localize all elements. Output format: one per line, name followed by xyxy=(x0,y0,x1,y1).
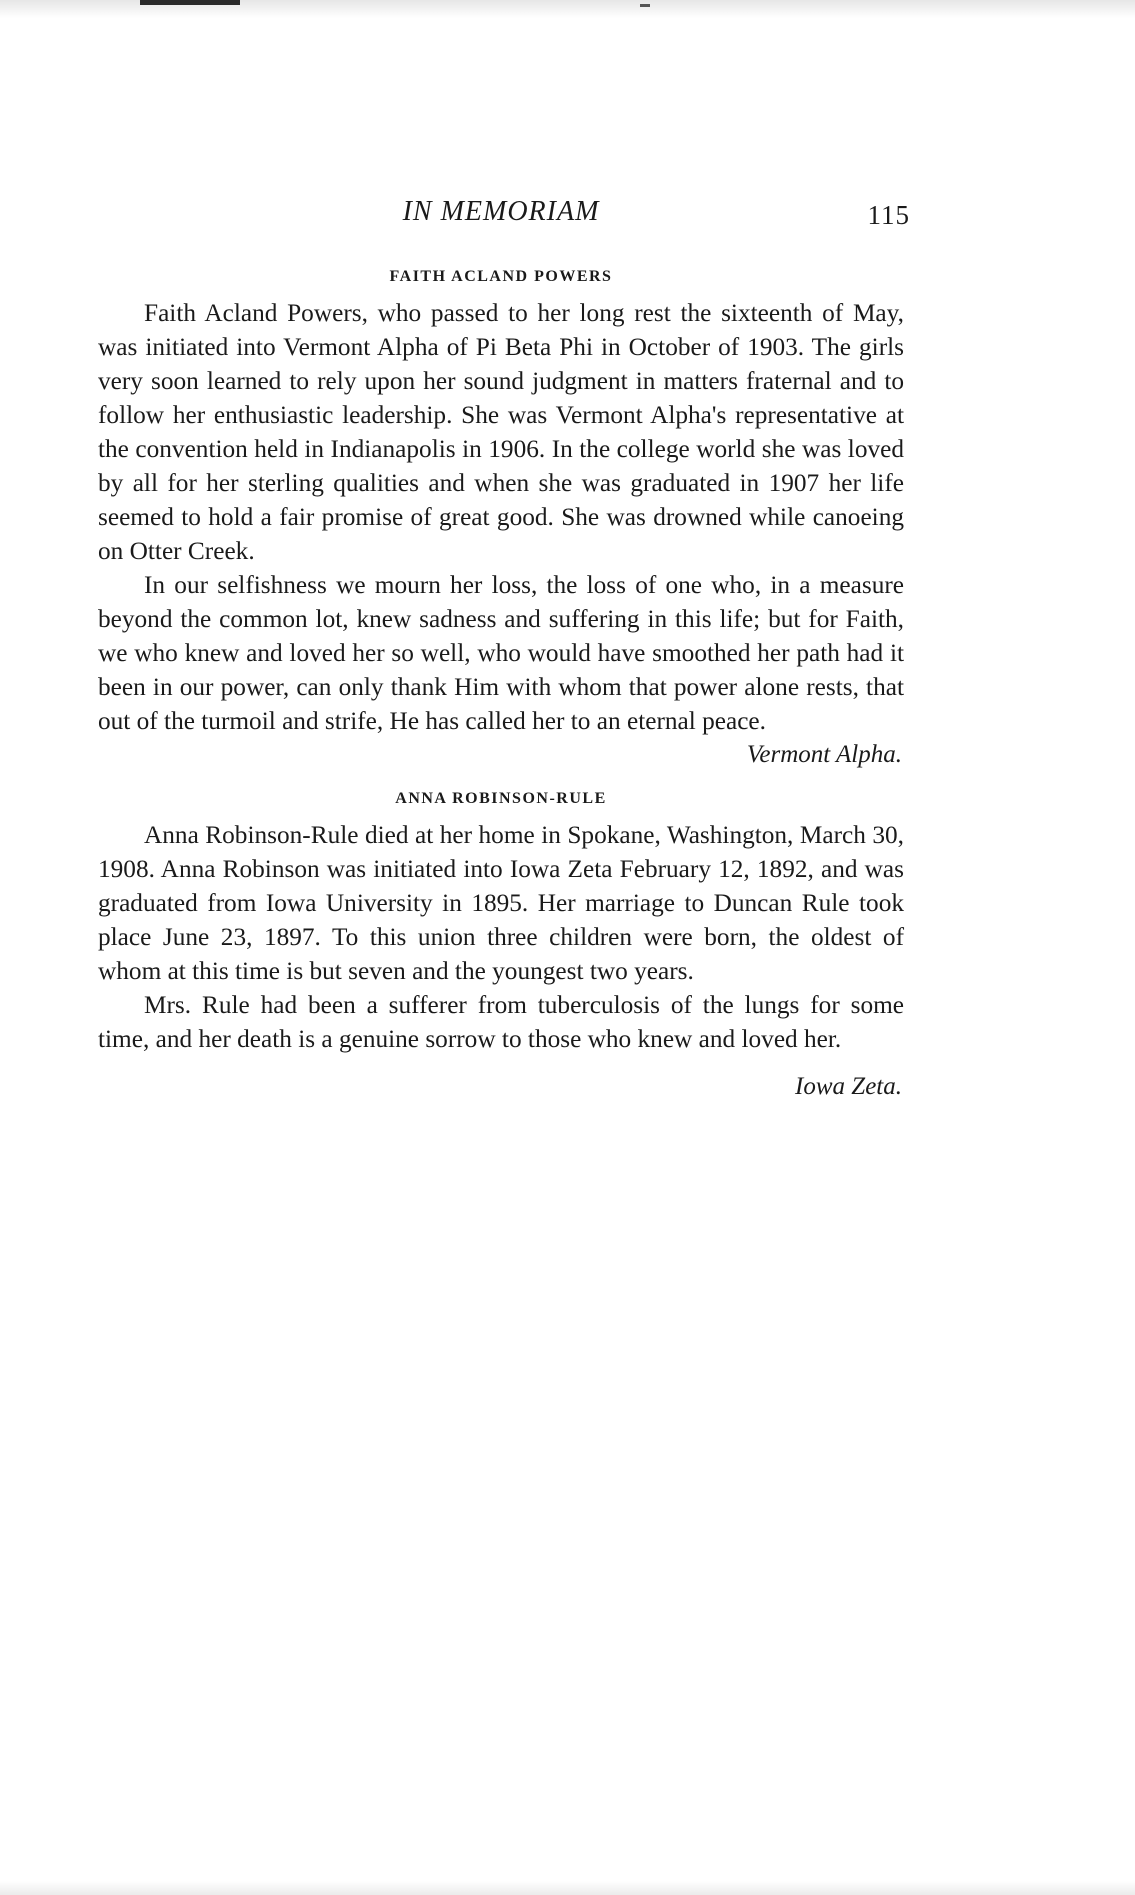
section-heading: FAITH ACLAND POWERS xyxy=(389,268,613,285)
chapter-signature: Vermont Alpha. xyxy=(746,741,902,768)
body-paragraph: Mrs. Rule had been a sufferer from tuberculosis of the lungs for some time, and her death is a genuine sorrow to those who knew and loved her. xyxy=(98,991,904,1053)
page-content xyxy=(98,196,910,1104)
running-title: IN MEMORIAM xyxy=(402,196,600,227)
body-paragraph: Anna Robinson-Rule died at her home in Spokane, Washington, March 30, 1908. Anna Robinson was initiated into Iowa Zeta February 12, 1892, and was graduated from Iowa University in 1895. Her marriage to Duncan Rule took place June 23, 1897. To this union three children were born, the oldest of whom at this time is but seven and the youngest two years. xyxy=(98,821,904,985)
chapter-signature: Iowa Zeta. xyxy=(795,1073,902,1100)
body-paragraph: Faith Acland Powers, who passed to her long rest the sixteenth of May, was initiated into Vermont Alpha of Pi Beta Phi in October of 1903. The girls very soon learned to rely upon her sound judgment in matters fraternal and to follow her enthusiastic leadership. She was Vermont Alpha's representative at the convention held in Indianapolis in 1906. In the college world she was loved by all for her sterling qualities and when she was graduated in 1907 her life seemed to hold a fair promise of great good. She was drowned while canoeing on Otter Creek. xyxy=(98,299,904,565)
section-heading: ANNA ROBINSON-RULE xyxy=(395,790,607,807)
running-head xyxy=(98,196,910,240)
page-number: 115 xyxy=(867,200,910,230)
memorial-anna-robinson-rule xyxy=(98,790,904,1104)
scan-artifact-mark xyxy=(140,0,240,5)
memorial-faith-acland-powers xyxy=(98,268,904,772)
scan-artifact-speck xyxy=(640,4,650,7)
body-paragraph: In our selfishness we mourn her loss, the loss of one who, in a measure beyond the common lot, knew sadness and suffering in this life; but for Faith, we who knew and loved her so well, who would have smoothed her path had it been in our power, can only thank Him with whom that power alone rests, that out of the turmoil and strife, He has called her to an eternal peace. xyxy=(98,571,904,735)
scan-edge-shadow-bottom xyxy=(0,1881,1135,1895)
